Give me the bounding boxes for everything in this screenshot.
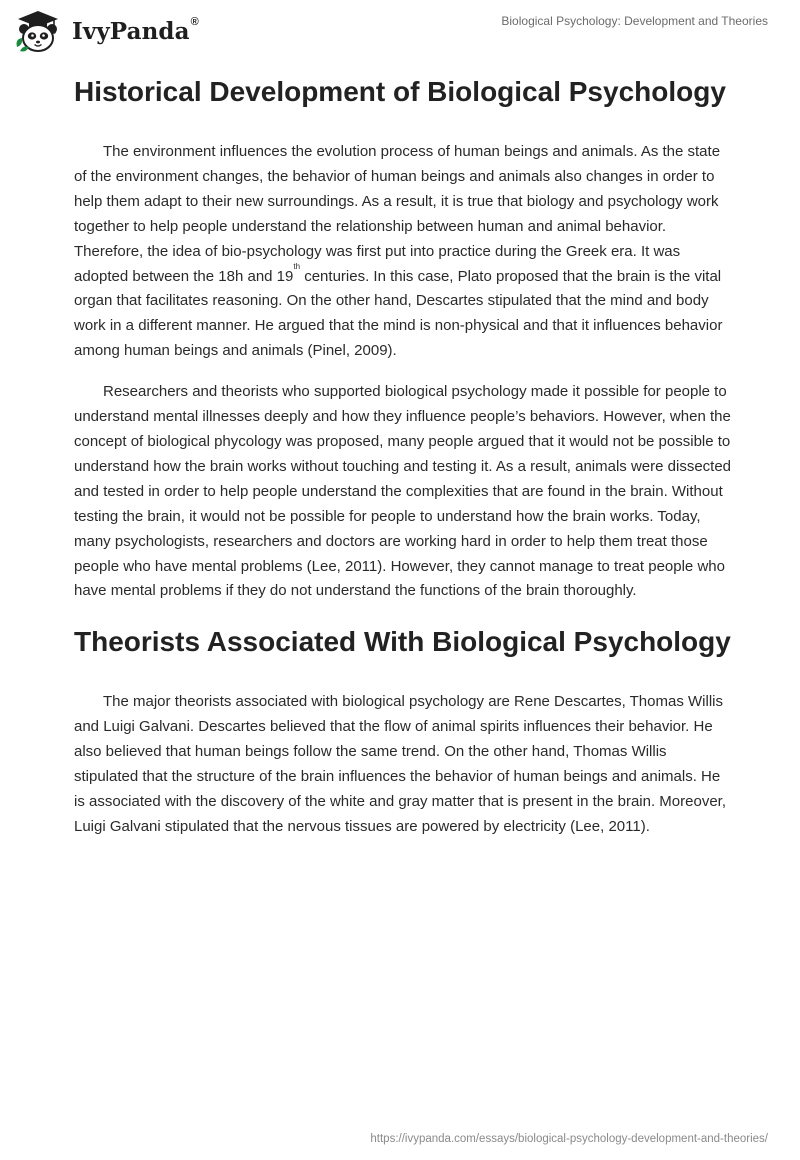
- ivypanda-logo[interactable]: [14, 9, 199, 53]
- superscript-th: th: [293, 261, 301, 271]
- registered-mark: ®: [190, 15, 199, 28]
- essay-content: [74, 72, 734, 840]
- section-heading-historical-development: Historical Development of Biological Psychology: [74, 76, 726, 107]
- panda-logo-icon: [14, 9, 62, 53]
- page-header: [0, 0, 800, 62]
- paragraph: [74, 140, 734, 364]
- source-url-link[interactable]: https://ivypanda.com/essays/biological-psychology-development-and-theories/: [370, 1133, 768, 1145]
- paragraph: The major theorists associated with biological psychology are Rene Descartes, Thomas Willis and Luigi Galvani. Descartes believed that the flow of animal spirits influences their behavior. He also believed that human beings follow the same trend. On the other hand, Thomas Willis stipulated that the structure of the brain influences the behavior of human beings and animals. He is associated with the discovery of the white and gray matter that is present in the brain. Moreover, Luigi Galvani stipulated that the nervous tissues are powered by electricity (Lee, 2011).: [74, 693, 726, 835]
- logo-text: IvyPanda: [72, 17, 190, 45]
- logo-wordmark: [72, 15, 199, 45]
- document-title: Biological Psychology: Development and Theories: [501, 14, 768, 28]
- section-heading-theorists: Theorists Associated With Biological Psychology: [74, 626, 731, 658]
- paragraph-text-before-superscript: The environment influences the evolution process of human beings and animals. As the state of the environment changes, the behavior of human beings and animals also changes in order to help them adapt to their new surroundings. As a result, it is true that biology and psychology work together to help people understand the relationship between human and animal behavior. Therefore, the idea of bio-psychology was first put into practice during the Greek era. It was adopted between the 18h and 19: [74, 143, 721, 285]
- paragraph: Researchers and theorists who supported biological psychology made it possible for people to understand mental illnesses deeply and how they influence people’s behaviors. However, when the concept of biological phycology was proposed, many people argued that it would not be possible to understand how the brain works without touching and testing it. As a result, animals were dissected and tested in order to help people understand the complexities that are found in the brain. Without testing the brain, it would not be possible for people to understand how the brain works. Today, many psychologists, researchers and doctors are working hard in order to help them treat those people who have mental problems (Lee, 2011). However, they cannot manage to treat people who have mental problems if they do not understand the functions of the brain thoroughly.: [74, 383, 732, 600]
- paragraph-text-after-superscript: centuries. In this case, Plato proposed that the brain is the vital organ that facilitates reasoning. On the other hand, Descartes stipulated that the mind and body work in a different manner. He argued that the mind is non-physical and that it influences behavior among human beings and animals (Pinel, 2009).: [74, 267, 723, 360]
